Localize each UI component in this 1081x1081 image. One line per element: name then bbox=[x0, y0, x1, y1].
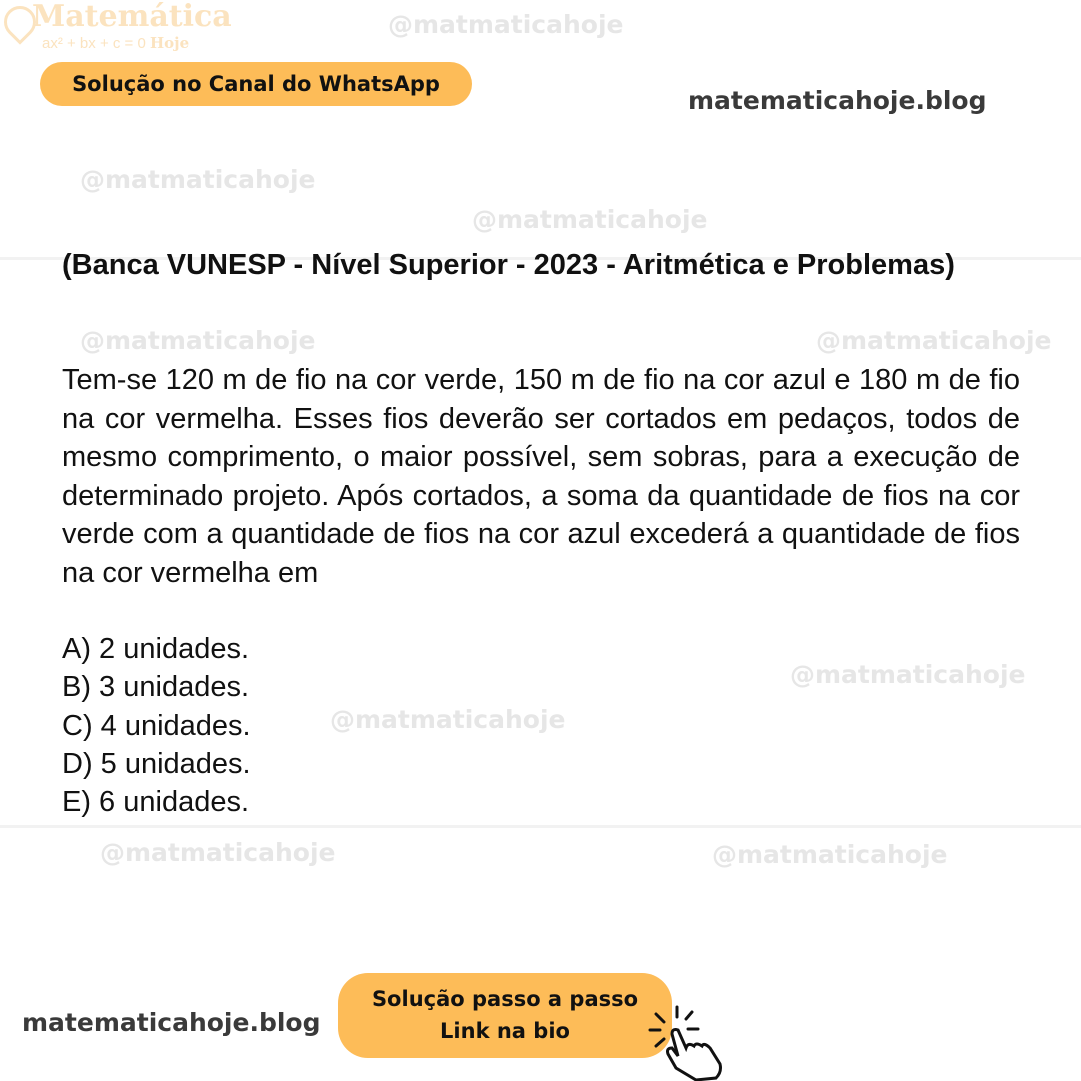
watermark: @matmaticahoje bbox=[100, 838, 336, 867]
watermark: @matmaticahoje bbox=[330, 705, 566, 734]
logo-subtitle: ax² + bx + c = 0 Hoje bbox=[42, 34, 190, 52]
watermark: @matmaticahoje bbox=[472, 205, 708, 234]
pointing-hand-click-icon bbox=[646, 1002, 730, 1081]
watermark: @matmaticahoje bbox=[388, 10, 624, 39]
question-title: (Banca VUNESP - Nível Superior - 2023 - Aritmética e Problemas) bbox=[62, 249, 955, 281]
option-d: D) 5 unidades. bbox=[62, 747, 251, 780]
question-text: Tem-se 120 m de fio na cor verde, 150 m de fio na cor azul e 180 m de fio na cor vermelha. Esses fios deverão ser cortados em pedaços, todos de mesmo comprimento, o maior possível, sem sobras, para a execução de determinado projeto. Após cortados, a soma da quantidade de fios na cor verde com a quantidade de fios na cor azul excederá a quantidade de fios na cor vermelha em bbox=[62, 364, 1020, 589]
site-url-bottom[interactable]: matematicahoje.blog bbox=[22, 1008, 321, 1037]
options-list bbox=[62, 630, 251, 821]
site-url-top[interactable]: matematicahoje.blog bbox=[688, 86, 987, 115]
watermark: @matmaticahoje bbox=[80, 165, 316, 194]
solution-link-button[interactable] bbox=[338, 973, 672, 1058]
whatsapp-channel-button[interactable]: Solução no Canal do WhatsApp bbox=[40, 62, 472, 106]
watermark: @matmaticahoje bbox=[712, 840, 948, 869]
button-line-2: Link na bio bbox=[440, 1019, 570, 1043]
button-line-1: Solução passo a passo bbox=[371, 987, 639, 1011]
option-b: B) 3 unidades. bbox=[62, 671, 250, 704]
logo-title: Matemática bbox=[32, 0, 232, 34]
watermark: @matmaticahoje bbox=[816, 326, 1052, 355]
option-c: C) 4 unidades. bbox=[62, 709, 251, 742]
watermark: @matmaticahoje bbox=[80, 326, 316, 355]
watermark: @matmaticahoje bbox=[790, 660, 1026, 689]
option-a: A) 2 unidades. bbox=[62, 633, 250, 665]
option-e: E) 6 unidades. bbox=[62, 786, 250, 819]
divider bbox=[0, 825, 1081, 828]
